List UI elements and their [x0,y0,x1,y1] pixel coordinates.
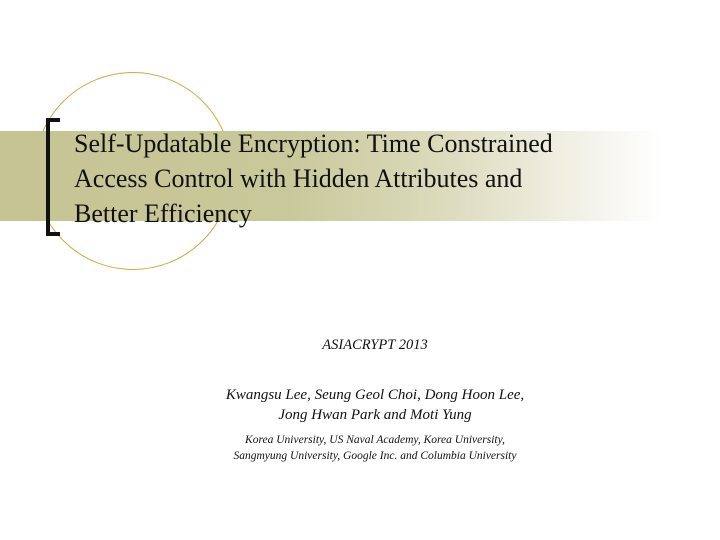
conference-name: ASIACRYPT 2013 [322,337,428,353]
affiliation-line: Sangmyung University, Google Inc. and Columbia University [233,450,517,462]
title-line: Better Efficiency [74,199,252,228]
authors-line: Jong Hwan Park and Moti Yung [278,407,472,423]
title-line: Access Control with Hidden Attributes and [74,164,523,193]
authors-line: Kwangsu Lee, Seung Geol Choi, Dong Hoon Lee, [225,387,525,403]
title-line: Self-Updatable Encryption: Time Constrained [74,129,553,158]
authors [160,385,590,425]
decorative-bracket [46,118,60,236]
affiliations [160,432,590,464]
subtitle-block [160,335,590,464]
affiliation-line: Korea University, US Naval Academy, Korea University, [245,434,505,446]
slide-title [74,126,694,231]
